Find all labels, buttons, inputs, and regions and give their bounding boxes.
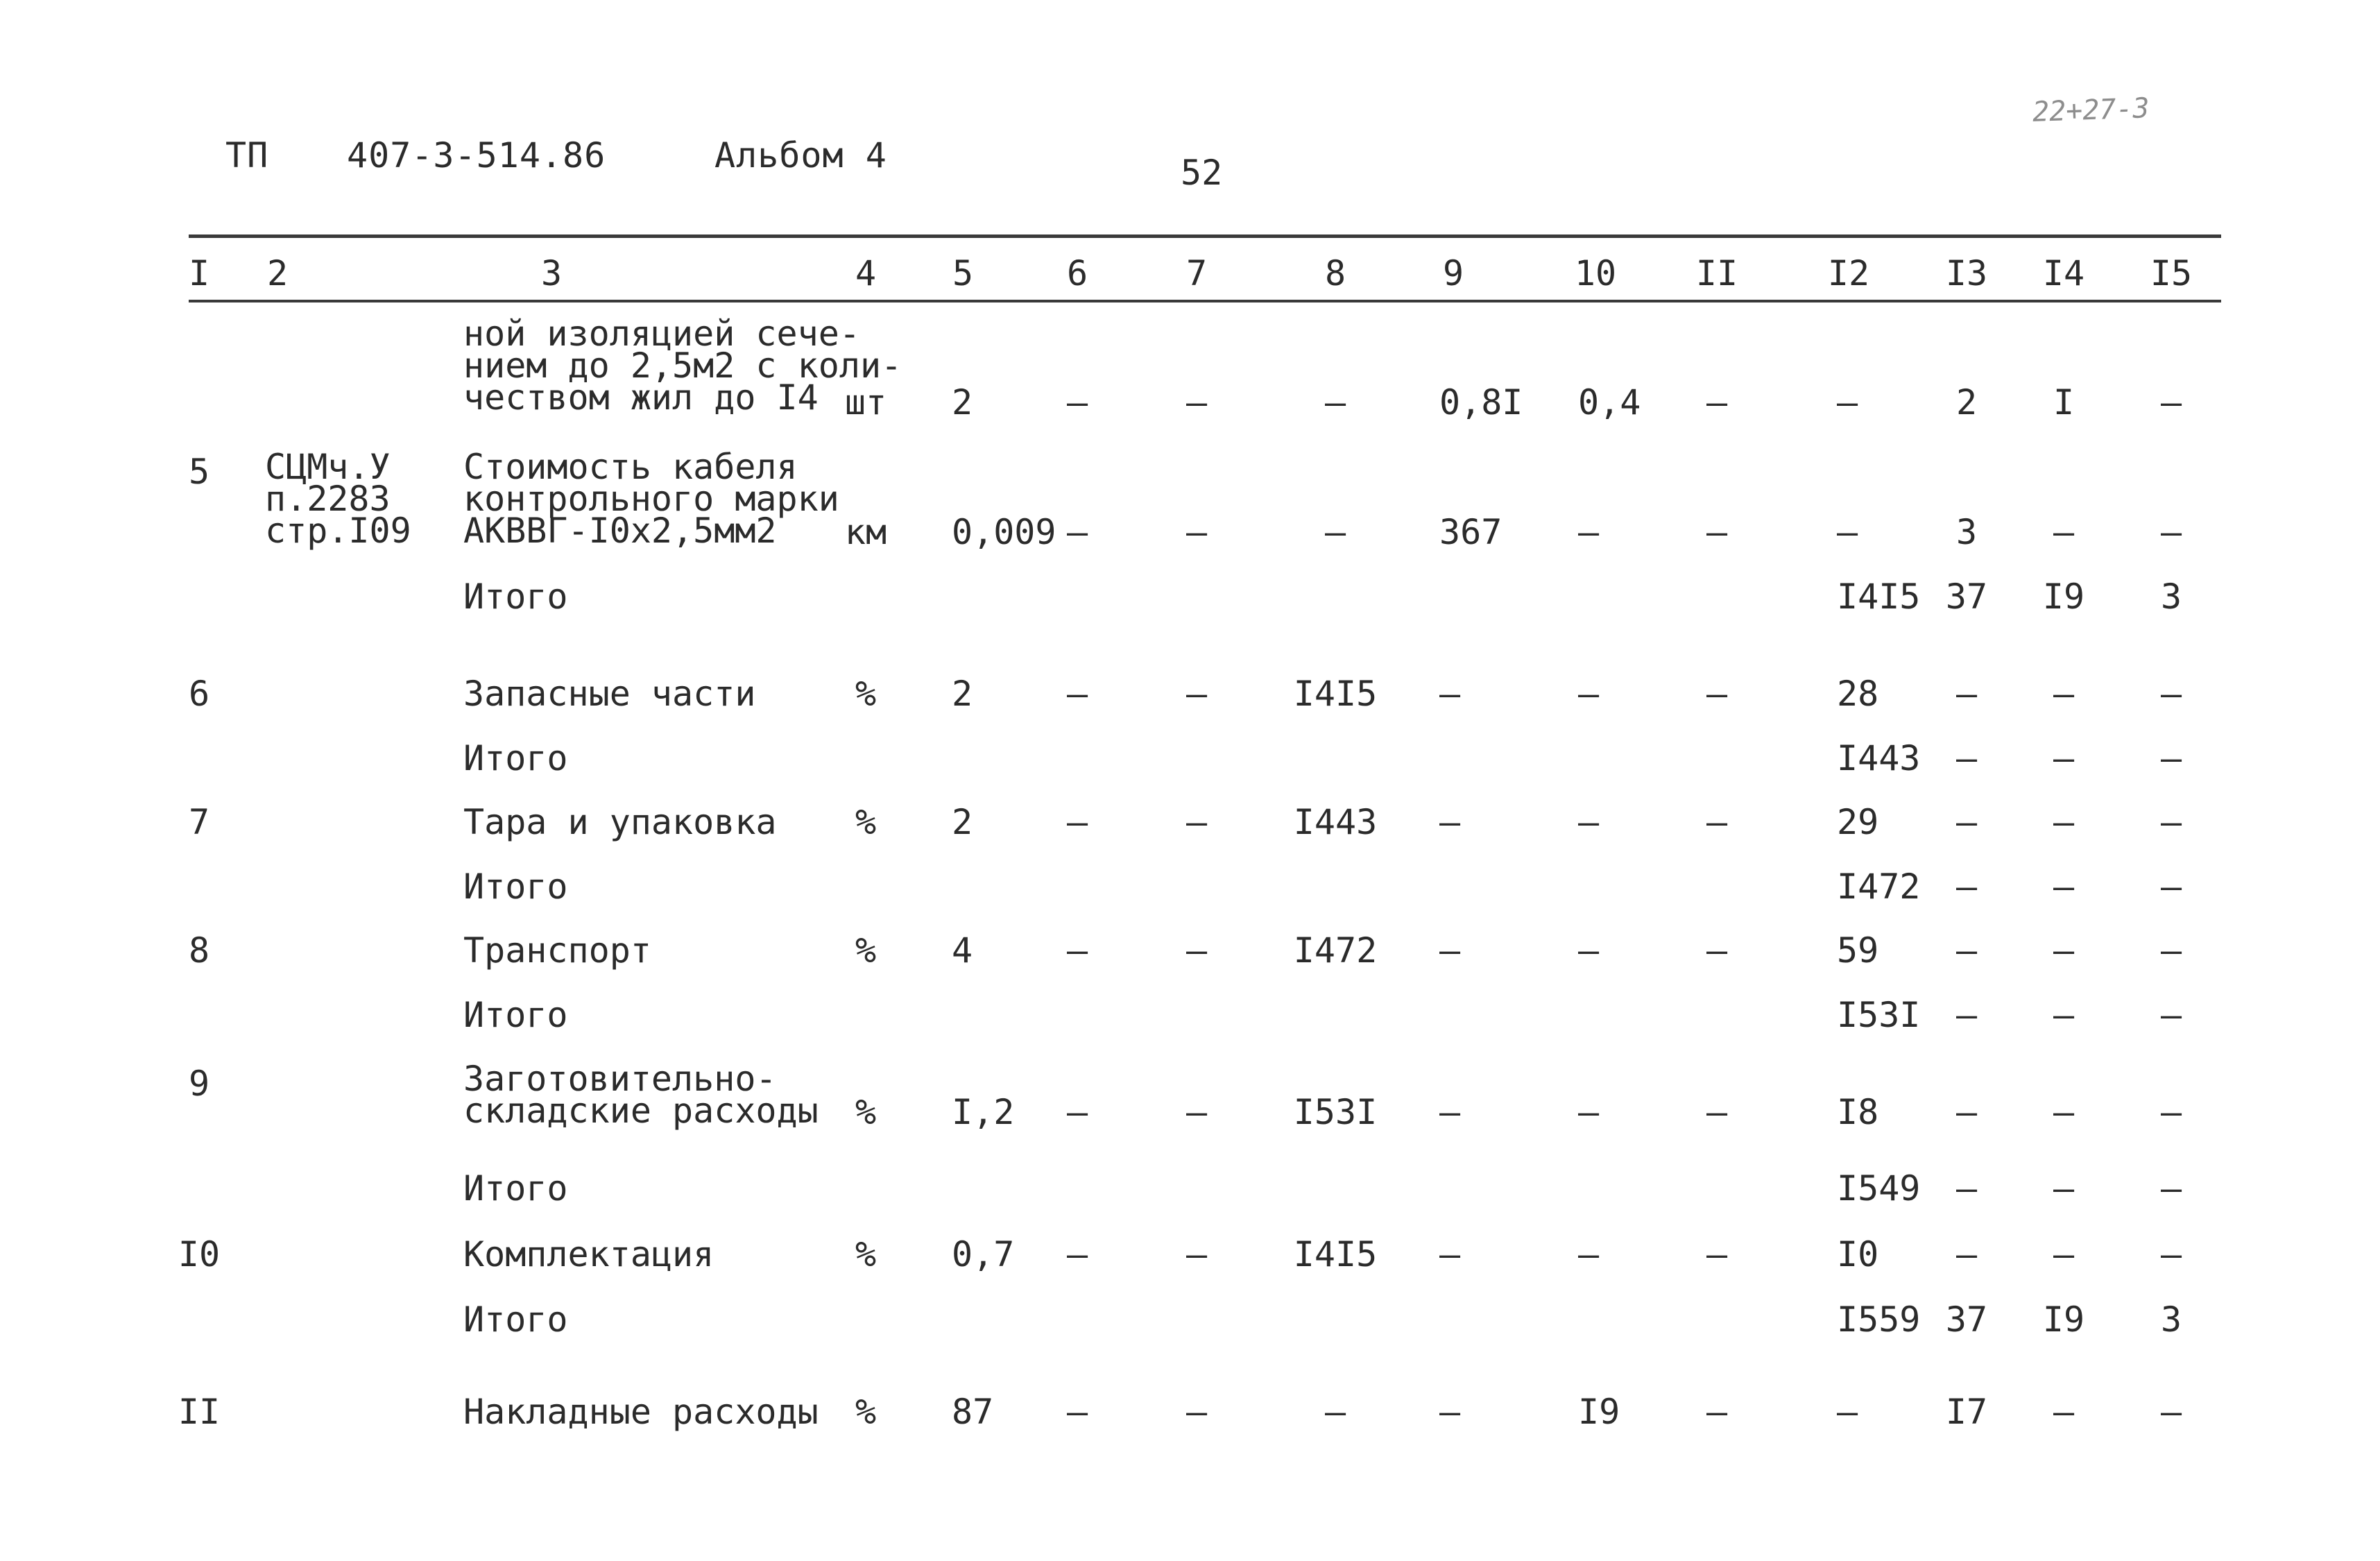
column-header: 8 — [1324, 253, 1346, 293]
table-cell-col-15: – — [2160, 1168, 2182, 1209]
table-cell-col-4: % — [855, 674, 877, 714]
album-label: Альбом 4 — [714, 135, 887, 176]
table-cell-col-12: I443 — [1837, 738, 1921, 778]
table-cell-col-1: II — [178, 1392, 221, 1432]
table-cell-col-12: I4I5 — [1837, 577, 1921, 617]
table-cell-col-10: I9 — [1578, 1392, 1620, 1432]
table-cell-col-3: Итого — [463, 995, 568, 1035]
page-number: 52 — [1181, 153, 1223, 193]
table-cell-col-8: – — [1324, 512, 1346, 552]
table-cell-col-4: % — [855, 1092, 877, 1132]
table-cell-col-13: 2 — [1955, 382, 1978, 423]
table-cell-col-3: Транспорт — [463, 930, 651, 971]
table-cell-col-3: Комплектация — [463, 1234, 714, 1274]
table-cell-col-13: – — [1955, 738, 1978, 778]
table-cell-col-13: 37 — [1945, 1299, 1988, 1340]
table-cell-col-3: Заготовительно- складские расходы — [463, 1059, 819, 1131]
column-header: 3 — [540, 253, 563, 293]
table-cell-col-13: – — [1955, 930, 1978, 971]
table-cell-col-3: Накладные расходы — [463, 1392, 819, 1432]
table-cell-col-6: – — [1066, 674, 1088, 714]
table-cell-col-9: – — [1439, 930, 1461, 971]
table-cell-col-3: Итого — [463, 738, 568, 778]
table-cell-col-4: шт — [844, 382, 887, 423]
table-cell-col-14: – — [2053, 1392, 2075, 1432]
table-cell-col-13: – — [1955, 1168, 1978, 1209]
column-header: 6 — [1066, 253, 1088, 293]
column-header: I4 — [2042, 253, 2085, 293]
table-cell-col-1: 6 — [188, 674, 210, 714]
table-cell-col-8: – — [1324, 1392, 1346, 1432]
table-cell-col-8: I4I5 — [1293, 674, 1378, 714]
table-cell-col-6: – — [1066, 1092, 1088, 1132]
table-cell-col-3: ной изоляцией сече- нием до 2,5м2 с коли- чеством жил до I4 — [463, 314, 902, 418]
table-cell-col-12: I53I — [1837, 995, 1921, 1035]
table-top-rule — [189, 234, 2221, 238]
table-cell-col-10: – — [1578, 674, 1600, 714]
table-cell-col-1: 8 — [188, 930, 210, 971]
table-cell-col-13: – — [1955, 867, 1978, 907]
table-cell-col-11: – — [1706, 674, 1728, 714]
table-cell-col-7: – — [1185, 674, 1208, 714]
table-cell-col-8: – — [1324, 382, 1346, 423]
table-cell-col-13: 3 — [1955, 512, 1978, 552]
table-cell-col-6: – — [1066, 802, 1088, 842]
table-cell-col-14: – — [2053, 802, 2075, 842]
column-header: II — [1695, 253, 1738, 293]
table-cell-col-9: – — [1439, 674, 1461, 714]
table-cell-col-5: 2 — [952, 674, 973, 714]
table-cell-col-15: – — [2160, 930, 2182, 971]
table-cell-col-11: – — [1706, 930, 1728, 971]
table-cell-col-4: % — [855, 1234, 877, 1274]
table-cell-col-14: – — [2053, 512, 2075, 552]
table-cell-col-13: I7 — [1945, 1392, 1988, 1432]
table-cell-col-8: I53I — [1293, 1092, 1378, 1132]
table-cell-col-12: I559 — [1837, 1299, 1921, 1340]
table-cell-col-6: – — [1066, 930, 1088, 971]
table-cell-col-13: – — [1955, 995, 1978, 1035]
table-cell-col-7: – — [1185, 930, 1208, 971]
table-cell-col-8: I4I5 — [1293, 1234, 1378, 1274]
table-cell-col-6: – — [1066, 382, 1088, 423]
table-cell-col-10: 0,4 — [1578, 382, 1641, 423]
table-cell-col-15: 3 — [2160, 577, 2182, 617]
table-cell-col-5: I,2 — [952, 1092, 1015, 1132]
table-cell-col-9: – — [1439, 802, 1461, 842]
table-cell-col-12: – — [1837, 1392, 1858, 1432]
column-header: I5 — [2150, 253, 2193, 293]
table-cell-col-15: – — [2160, 995, 2182, 1035]
table-cell-col-12: I549 — [1837, 1168, 1921, 1209]
table-cell-col-11: – — [1706, 1234, 1728, 1274]
table-cell-col-10: – — [1578, 512, 1600, 552]
table-cell-col-5: 2 — [952, 802, 973, 842]
corner-mark: 22+27-3 — [2032, 92, 2150, 128]
table-cell-col-12: 59 — [1837, 930, 1879, 971]
table-cell-col-9: – — [1439, 1392, 1461, 1432]
header-bottom-rule — [189, 300, 2221, 302]
column-header: I — [188, 253, 210, 293]
table-cell-col-14: – — [2053, 867, 2075, 907]
table-cell-col-1: 7 — [188, 802, 210, 842]
table-cell-col-9: 367 — [1439, 512, 1503, 552]
table-cell-col-12: I8 — [1837, 1092, 1879, 1132]
table-cell-col-13: – — [1955, 1234, 1978, 1274]
table-cell-col-12: 29 — [1837, 802, 1879, 842]
table-cell-col-3: Запасные части — [463, 674, 756, 714]
table-cell-col-15: 3 — [2160, 1299, 2182, 1340]
column-header: I2 — [1827, 253, 1870, 293]
table-cell-col-12: I472 — [1837, 867, 1921, 907]
table-cell-col-13: – — [1955, 1092, 1978, 1132]
table-cell-col-4: % — [855, 930, 877, 971]
table-cell-col-15: – — [2160, 802, 2182, 842]
table-cell-col-4: % — [855, 802, 877, 842]
table-cell-col-7: – — [1185, 1092, 1208, 1132]
table-cell-col-5: 0,7 — [952, 1234, 1015, 1274]
doc-number: 407-3-514.86 — [347, 135, 606, 176]
table-cell-col-13: – — [1955, 674, 1978, 714]
table-cell-col-6: – — [1066, 1392, 1088, 1432]
table-cell-col-3: Итого — [463, 1299, 568, 1340]
column-header: 10 — [1574, 253, 1617, 293]
table-cell-col-4: км — [844, 512, 887, 552]
column-header: 7 — [1185, 253, 1208, 293]
table-cell-col-14: I9 — [2042, 577, 2085, 617]
table-cell-col-3: Итого — [463, 577, 568, 617]
table-cell-col-14: – — [2053, 738, 2075, 778]
column-header: I3 — [1945, 253, 1988, 293]
table-cell-col-3: Тара и упаковка — [463, 802, 777, 842]
table-cell-col-14: – — [2053, 1234, 2075, 1274]
table-cell-col-9: 0,8I — [1439, 382, 1523, 423]
table-cell-col-15: – — [2160, 1092, 2182, 1132]
table-cell-col-6: – — [1066, 1234, 1088, 1274]
table-cell-col-1: I0 — [178, 1234, 221, 1274]
table-cell-col-7: – — [1185, 1234, 1208, 1274]
table-cell-col-5: 87 — [952, 1392, 994, 1432]
table-cell-col-5: 0,009 — [952, 512, 1056, 552]
table-cell-col-13: – — [1955, 802, 1978, 842]
table-cell-col-15: – — [2160, 674, 2182, 714]
table-cell-col-15: – — [2160, 1392, 2182, 1432]
table-cell-col-15: – — [2160, 512, 2182, 552]
table-cell-col-11: – — [1706, 1392, 1728, 1432]
table-cell-col-14: – — [2053, 995, 2075, 1035]
table-cell-col-2: СЦМч.У п.2283 стр.I09 — [265, 447, 411, 551]
table-cell-col-7: – — [1185, 512, 1208, 552]
table-cell-col-14: – — [2053, 1168, 2075, 1209]
column-header: 2 — [266, 253, 289, 293]
table-cell-col-8: I472 — [1293, 930, 1378, 971]
table-cell-col-7: – — [1185, 802, 1208, 842]
table-cell-col-14: – — [2053, 1092, 2075, 1132]
table-cell-col-3: Итого — [463, 867, 568, 907]
table-cell-col-4: % — [855, 1392, 877, 1432]
table-cell-col-9: – — [1439, 1234, 1461, 1274]
table-cell-col-10: – — [1578, 930, 1600, 971]
table-cell-col-6: – — [1066, 512, 1088, 552]
table-cell-col-11: – — [1706, 802, 1728, 842]
table-cell-col-14: I — [2053, 382, 2075, 423]
table-cell-col-12: – — [1837, 512, 1858, 552]
table-cell-col-7: – — [1185, 1392, 1208, 1432]
table-cell-col-14: – — [2053, 930, 2075, 971]
table-cell-col-14: – — [2053, 674, 2075, 714]
table-cell-col-11: – — [1706, 1092, 1728, 1132]
table-cell-col-1: 5 — [188, 452, 210, 492]
table-cell-col-10: – — [1578, 1092, 1600, 1132]
doc-code: ТП — [225, 135, 269, 176]
table-cell-col-8: I443 — [1293, 802, 1378, 842]
table-cell-col-15: – — [2160, 738, 2182, 778]
column-header: 4 — [855, 253, 877, 293]
table-cell-col-11: – — [1706, 382, 1728, 423]
table-cell-col-3: Итого — [463, 1168, 568, 1209]
table-cell-col-5: 4 — [952, 930, 973, 971]
table-cell-col-15: – — [2160, 382, 2182, 423]
table-cell-col-10: – — [1578, 802, 1600, 842]
table-cell-col-7: – — [1185, 382, 1208, 423]
column-header: 9 — [1442, 253, 1464, 293]
table-cell-col-15: – — [2160, 867, 2182, 907]
table-cell-col-1: 9 — [188, 1064, 210, 1104]
table-cell-col-11: – — [1706, 512, 1728, 552]
column-header: 5 — [952, 253, 974, 293]
table-cell-col-12: – — [1837, 382, 1858, 423]
table-cell-col-5: 2 — [952, 382, 973, 423]
table-cell-col-15: – — [2160, 1234, 2182, 1274]
table-cell-col-12: I0 — [1837, 1234, 1879, 1274]
table-cell-col-13: 37 — [1945, 577, 1988, 617]
table-cell-col-12: 28 — [1837, 674, 1879, 714]
table-cell-col-10: – — [1578, 1234, 1600, 1274]
table-cell-col-3: Стоимость кабеля контрольного марки АКВВГ-I0x2,5мм2 — [463, 447, 839, 551]
table-cell-col-14: I9 — [2042, 1299, 2085, 1340]
table-cell-col-9: – — [1439, 1092, 1461, 1132]
